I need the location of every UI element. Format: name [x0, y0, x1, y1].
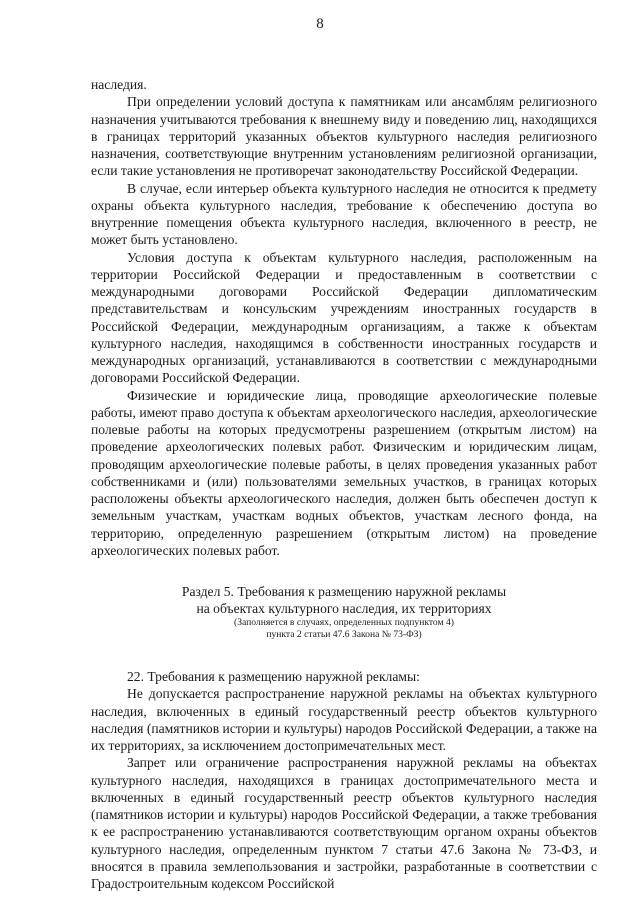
paragraph-diplomatic-access: Условия доступа к объектам культурного наследия, расположенным на территории Российской Федерации и предоставленным в соответствии с международными договорами Российской Федерации дипломатическим представительствам и консульским учреждениям иностранных государств в Российской Федерации, международным организациям, а также к объектам культурного наследия, находящимся в собственности иностранных государств и международных организаций, устанавливаются в соответствии с международными договорами Российской Федерации.: [91, 249, 597, 386]
paragraph-advertising-restriction: Запрет или ограничение распространения наружной рекламы на объектах культурного наследия, находящихся в границах достопримечательного места и включенных в единый государственный реестр объектов культурного наследия (памятников истории и культуры) народов Российской Федерации, а также требования к ее распространению устанавливаются соответствующим органом охраны объектов культурного наследия, определенным пунктом 7 статьи 47.6 Закона № 73-ФЗ, и вносятся в правила землепользования и застройки, разработанные в соответствии с Градостроительным кодексом Российской: [91, 755, 597, 891]
section-title-line-2: на объектах культурного наследия, их территориях: [196, 601, 492, 616]
paragraph-religious-access: При определении условий доступа к памятникам или ансамблям религиозного назначения учитываются требования к внешнему виду и поведению лиц, находящихся в границах территорий указанных объектов культурного наследия религиозного назначения, соответствующие внутренним установлениям религиозной организации, если такие установления не противоречат законодательству Российской Федерации.: [91, 94, 597, 179]
document-body: [91, 76, 597, 892]
paragraph-archaeological-access: Физические и юридические лица, проводящие археологические полевые работы, имеют право доступа к объектам археологического наследия, археологические полевые работы на которых предусмотрены разрешением (открытым листом) на проведение археологических полевых работ. Физическим и юридическим лицам, проводящим археологические полевые работы, в целях проведения указанных работ собственниками и (или) пользователями земельных участков, в границах которых расположены объекты археологического наследия, должен быть обеспечен доступ к земельным участкам, участкам водных объектов, участкам лесного фонда, на территорию, определенную разрешением (открытым листом) на проведение археологических полевых работ.: [91, 387, 597, 558]
section-note-line-2: пункта 2 статьи 47.6 Закона № 73-ФЗ): [266, 628, 422, 640]
section-note: [91, 617, 597, 640]
section-title-line-1: Раздел 5. Требования к размещению наружной рекламы: [181, 584, 507, 599]
paragraph-continuation: наследия.: [91, 77, 147, 92]
section-heading: [91, 583, 597, 617]
point-22-heading: 22. Требования к размещению наружной рекламы:: [127, 669, 420, 684]
paragraph-interior: В случае, если интерьер объекта культурного наследия не относится к предмету охраны объекта культурного наследия, требование к обеспечению доступа во внутренние помещения объекта культурного наследия, включенного в реестр, не может быть установлено.: [91, 180, 597, 248]
paragraph-advertising-ban: Не допускается распространение наружной рекламы на объектах культурного наследия, включенных в единый государственный реестр объектов культурного наследия (памятников истории и культуры) народов Российской Федерации, а также на их территориях, за исключением достопримечательных мест.: [91, 686, 597, 753]
page-number: 8: [316, 16, 324, 32]
section-note-line-1: (Заполняется в случаях, определенных подпунктом 4): [234, 617, 454, 628]
